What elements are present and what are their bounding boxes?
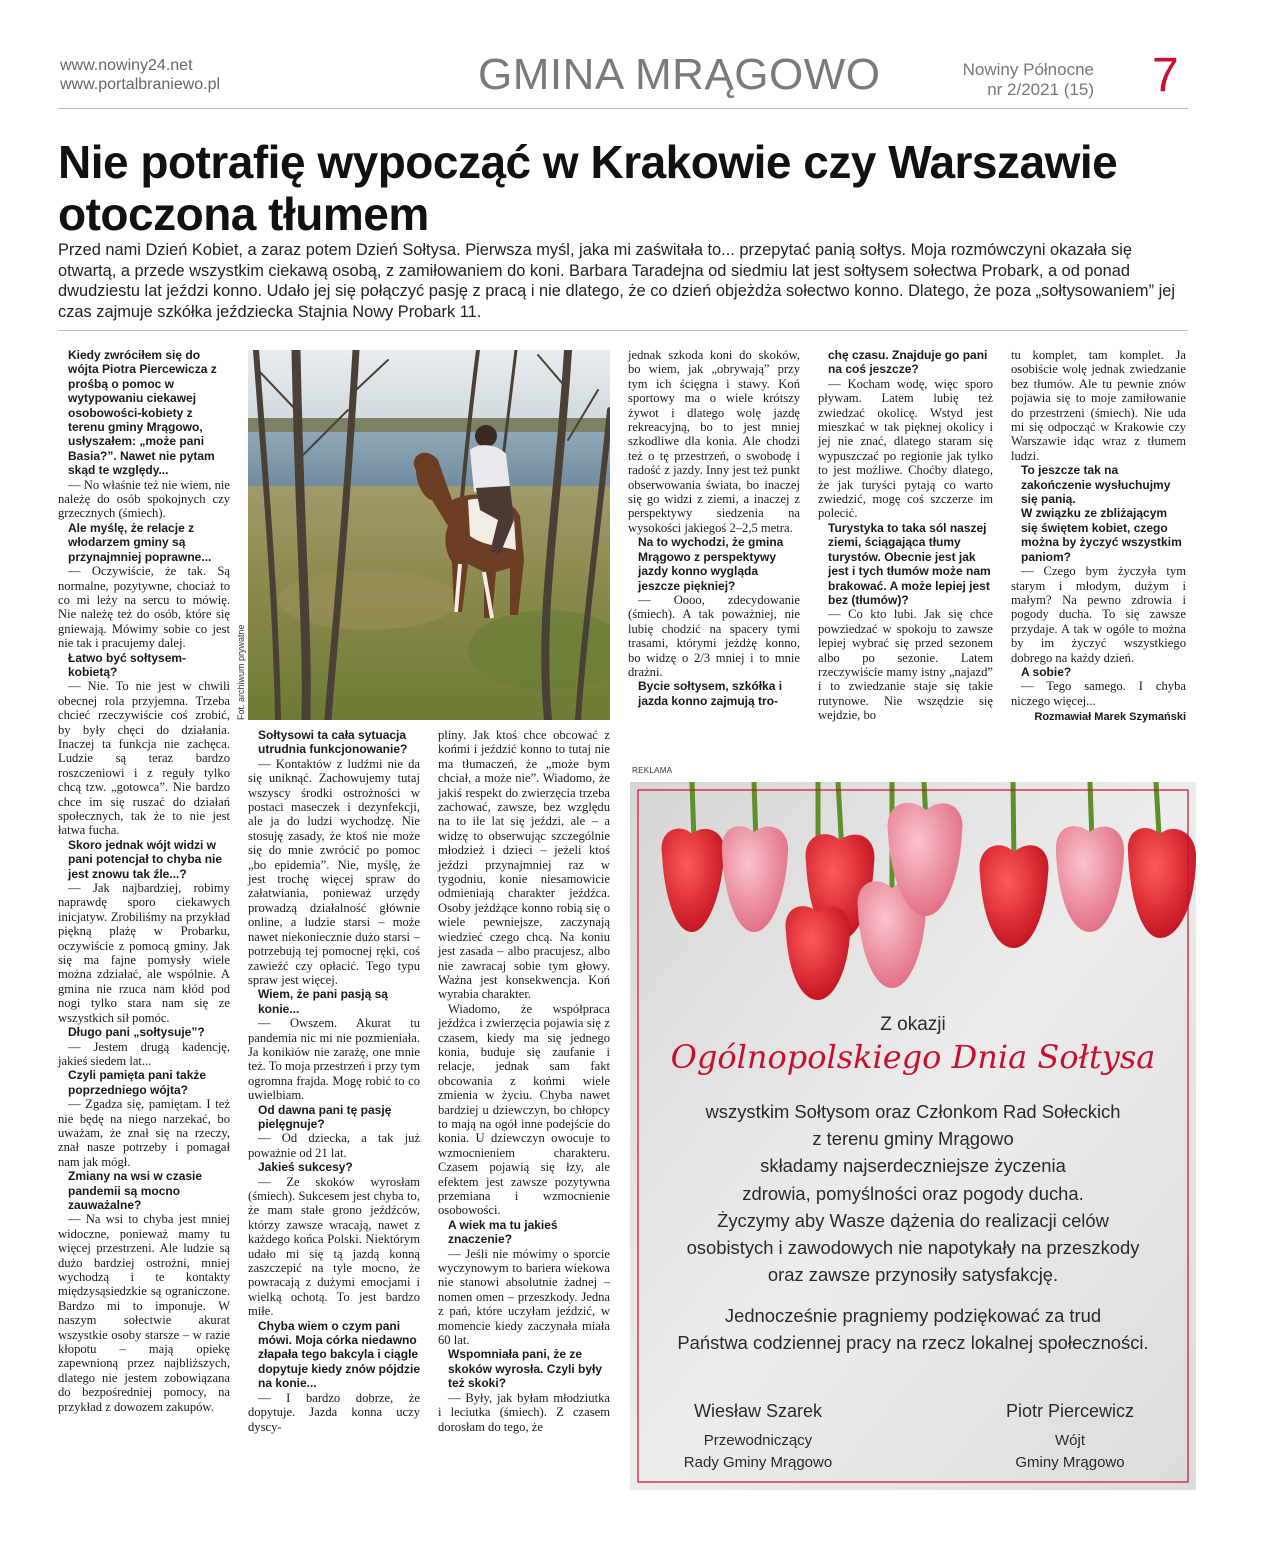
interview-answer: — Oooo, zdecydowanie (śmiech). A tak poważniej, nie lubię chodzić na spacery tymi trasami, którymi jeżdżę konno, bo widzę o 2/3 mniej i to mnie drażni. <box>628 592 800 679</box>
interview-question: Kiedy zwróciłem się do wójta Piotra Piercewicza z prośbą o pomoc w wytypowaniu ciekawej osobowości-kobiety z terenu gminy Mrągowo, usłyszałem: „może pani Basia?”. Nawet nie pytam skąd te względy... <box>68 348 217 478</box>
paper-name: Nowiny Północne <box>962 60 1094 79</box>
article-column-6 <box>1011 348 1186 725</box>
ad-body-line: oraz zawsze przynosiły satysfakcję. <box>767 1264 1059 1286</box>
interview-answer: — Jestem drugą kadencję, jakieś siedem lat... <box>58 1039 230 1068</box>
interview-answer: — Na wsi to chyba jest mniej widoczne, ponieważ mamy tu więcej przestrzeni. Ale ludzie są dużo bardziej ostrożni, mniej wychodzą i te kontakty międzysąsiedzkie są ograniczone. Bardzo mi to imponuje. W naszym sołectwie akurat wszystkie osoby starsze – w razie kłopotu – mają opiekę zapewnioną przez najbliższych, dlatego nie jestem zobowiązana do bezpośredniej pomocy, na przykład z dowozem zakupów. <box>58 1212 230 1414</box>
interview-question: Bycie sołtysem, szkółka i jazda konno zajmują tro- <box>638 679 783 708</box>
ad-body-line: osobistych i zawodowych nie napotykały na przeszkody <box>686 1237 1140 1259</box>
signer-role: Wójt <box>1055 1432 1085 1449</box>
interview-question: Zmiany na wsi w czasie pandemii są mocno zauważalne? <box>68 1169 203 1212</box>
interview-question: Turystyka to taka sól naszej ziemi, ściągająca tłumy turystów. Obecnie jest jak jest i tych tłumów może nam brakować. A może lepiej jest bez (tłumów)? <box>828 520 991 607</box>
interview-answer: — Czego bym życzyła tym starym i młodym, dużym i małym? Na pewno zdrowia i pogody ducha. To się zawsze przydaje. A tak w ogóle to można by im życzyć wszystkiego dobrego na każdy dzień. <box>1011 564 1186 665</box>
interview-answer: — No właśnie też nie wiem, nie należę do osób spokojnych czy grzecznych (śmiech). <box>58 477 230 521</box>
interview-answer: — Były, jak byłam młodziutka i leciutka (śmiech). Z czasem dorosłam do tego, że <box>438 1390 610 1434</box>
interview-question: A wiek ma tu jakieś znaczenie? <box>448 1217 558 1247</box>
interview-question: Jakieś sukcesy? <box>258 1160 353 1175</box>
ad-thanks-line: Jednocześnie pragniemy podziękować za trud <box>724 1305 1102 1326</box>
page-number: 7 <box>1152 49 1179 102</box>
article-lead: Przed nami Dzień Kobiet, a zaraz potem Dzień Sołtysa. Pierwsza myśl, jaka mi zaświtała to... przepytać panią sołtys. Moja rozmówczyni okazała się otwartą, a przede wszystkim ciekawą osobą, z zamiłowaniem do koni. Barbara Taradejna od siedmiu lat jest sołtysem sołectwa Probark, a od ponad dwudziestu lat jeździ konno. Udało jej się połączyć pasję z pracą i nie dlatego, że co dzień objeżdża sołectwo konno. Dlatego, że poza „sołtysowaniem” jej czas zajmuje szkółka jeździecka Stajnia Nowy Probark 11. <box>58 241 1175 321</box>
signer-name: Piotr Piercewicz <box>1005 1401 1135 1421</box>
ad-thanks <box>630 1302 1196 1356</box>
signer-role: Rady Gminy Mrągowo <box>683 1454 833 1471</box>
interview-question: Ale myślę, że relacje z włodarzem gminy są przynajmniej poprawne... <box>68 520 212 564</box>
headline-line-1: Nie potrafię wypocząć w Krakowie czy Warszawie <box>58 136 1118 188</box>
signer-role: Przewodniczący <box>703 1432 813 1449</box>
issue-number: nr 2/2021 (15) <box>987 80 1094 99</box>
header-rule <box>58 108 1188 109</box>
interview-answer: — Co kto lubi. Jak się chce powziedzać w spokoju to zawsze lepiej wybrać się przed sezonem albo po sezonie. Latem rzeczywiście mamy istny „najazd” i to zwiedzanie staje się takie rutynowe. Nie wszędzie się wejdzie, bo <box>818 607 993 723</box>
interview-answer: — I bardzo dobrze, że dopytuje. Jazda konna uczy dyscy- <box>248 1390 420 1434</box>
interview-question: Wiem, że pani pasją są konie... <box>258 987 388 1016</box>
interview-answer: — Jak najbardziej, robimy naprawdę sporo ciekawych inicjatyw. Zrobiliśmy na przykład piękną plażę w Probarku, oczywiście z pomocą gminy. Jak się ma fajne pomysły wiele można zdziałać, ale wspólnie. A gmina nie rzuca nam kłód pod nogi tylko stara nam się ze wszystkich sił pomóc. <box>58 881 230 1025</box>
article-column-3 <box>438 728 610 1434</box>
ad-body-line: składamy najserdeczniejsze życzenia <box>760 1155 1066 1177</box>
interview-question: A sobie? <box>1021 664 1072 679</box>
signer-role: Gminy Mrągowo <box>1015 1454 1125 1471</box>
masthead-urls <box>60 56 220 94</box>
interview-answer: — Kocham wodę, więc sporo pływam. Latem lubię też zwiedzać okolicę. Wstyd jest mieszkać w tak pięknej okolicy i jej nie znać, dlatego staram się wypuszczać po regionie jak tylko to jest możliwe. Choćby dlatego, że jak turyści pytają co warto zwiedzić, mogę coś szczerze im polecić. <box>818 376 993 521</box>
section-title: GMINA MRĄGOWO <box>478 50 881 99</box>
interview-question: W związku ze zbliżającym się świętem kobiet, czego można by życzyć wszystkim paniom? <box>1021 506 1182 564</box>
signer-name: Wiesław Szarek <box>693 1401 823 1421</box>
advertisement <box>630 782 1196 1490</box>
ad-body <box>630 1098 1196 1288</box>
interview-answer: — Owszem. Akurat tu pandemia nic mi nie pozmieniała. Ja konikiów nie zarażę, one mnie też. To moja przestrzeń i przy tym ogromna frajda. Mogę robić to co uwielbiam. <box>248 1016 420 1103</box>
lead-rule <box>58 330 1188 331</box>
interview-answer: — Kontaktów z ludźmi nie da się uniknąć. Zachowujemy tutaj wszyscy środki ostrożności w postaci maseczek i dezynfekcji, ale ja do ludzi wychodzę. Nie stosuję zasady, że ktoś nie może się do mnie zwrócić po pomoc „bo epidemia”. Nie, myślę, że jest trochę więcej spraw do załatwiania, ponieważ urzędy prowadzą działalność głównie online, a ludzie starsi – może nawet niekoniecznie dużo starsi – potrzebują tej pomocnej ręki, coś zawieźć czy opłacić. Tego typu spraw jest więcej. <box>248 756 420 987</box>
photo-credit-text: Fot. archiwum prywatne <box>236 624 246 720</box>
interview-question: Sołtysowi ta cała sytuacja utrudnia funkcjonowanie? <box>258 728 408 757</box>
ad-signer-2 <box>950 1400 1190 1474</box>
headline-line-2: otoczona tłumem <box>58 188 429 240</box>
interview-answer: tu komplet, tam komplet. Ja osobiście wolę jednak zwiedzanie bez tłumów. Ale tu pewnie znów pojawia się to moje zamiłowanie do przestrzeni (śmiech). Nie uda mi się odpocząć w Krakowie czy Warszawie idąc wraz z tłumem ludzi. <box>1011 348 1186 463</box>
ad-body-line: zdrowia, pomyślności oraz pogody ducha. <box>742 1182 1084 1204</box>
article-column-4 <box>628 348 800 708</box>
interview-question: To jeszcze tak na zakończenie wysłuchujmy się panią. <box>1021 463 1171 507</box>
ad-thanks-line: Państwa codziennej pracy na rzecz lokalnej społeczności. <box>677 1332 1149 1353</box>
interview-question: Wspomniała pani, że ze skoków wyrosła. Czyli były też skoki? <box>448 1347 603 1391</box>
url-portalbraniewo[interactable]: www.portalbraniewo.pl <box>60 76 221 93</box>
interview-question: Od dawna pani tę pasję pielęgnuje? <box>258 1102 392 1131</box>
interview-question: Chyba wiem o czym pani mówi. Moja córka niedawno złapała tego bakcyla i ciągle dopytuje kiedy znów pójdzie na konie... <box>258 1318 421 1391</box>
article-headline <box>58 136 1198 240</box>
interview-answer: — Ze skoków wyrosłam (śmiech). Sukcesem jest chyba to, że mam stałe grono jeźdźców, którzy zawsze wracają, nawet z każdego końca Polski. Niektórym udało mi się tą jazdą konną zaszczepić na tyle mocno, że powracają z dużymi emocjami i wielką ochotą. To jest bardzo miłe. <box>248 1174 420 1319</box>
ad-title: Ogólnopolskiego Dnia Sołtysa <box>670 1038 1156 1076</box>
ad-body-line: Życzymy aby Wasze dążenia do realizacji celów <box>717 1209 1109 1231</box>
interview-answer: jednak szkoda koni do skoków, bo wiem, jak „obrywają” przy tym ich ścięgna i stawy. Koń sportowy ma o wiele krótszy żywot i dlatego wolę jazdę rekreacyjną, bo to jest mniej szkodliwe dla konia. Ale chodzi też o tę przestrzeń, o swobodę i radość z jazdy. Inny jest też punkt obserwowania świata, bo inaczej się go widzi z ziemi, a inaczej z perspektywy siedzenia na wysokości jakiegoś 2–2,5 metra. <box>628 348 800 535</box>
horse-rider-photo <box>248 350 610 720</box>
article-column-5 <box>818 348 993 723</box>
interview-question: Łatwo być sołtysem-kobietą? <box>68 650 187 679</box>
article-column-2 <box>248 728 420 1434</box>
ad-body-line: wszystkim Sołtysom oraz Członkom Rad Sołeckich <box>705 1101 1121 1122</box>
photo-credit <box>236 620 250 720</box>
interview-answer: — Oczywiście, że tak. Są normalne, pozytywne, chociaż to co mi leży na sercu to mówię. Nie należę też do osób, które się gniewają. Mówimy sobie co jest nie tak i pracujemy dalej. <box>58 564 230 651</box>
interview-question: Długo pani „sołtysuje”? <box>68 1025 205 1040</box>
issue-info <box>930 60 1094 100</box>
interview-answer: pliny. Jak ktoś chce obcować z końmi i jeździć konno to tutaj nie ma tłumaczeń, że „może bym chciał, a może nie”. Wiadomo, że jakiś respekt do zwierzęcia trzeba zachować, zawsze, bez względu na to ile lat się jeździ, ale – a widzę to obserwując szczególnie młodzież i dzieci – jeżeli ktoś jeździ przynajmniej raz w tygodniu, konie niesamowicie odmieniają charakter jeźdźca. Osoby jeżdżące konno robią się o wiele pewniejsze, zaczynają wiedzieć czego chcą. Na koniu jest zasada – albo pracujesz, albo nie zawracaj sobie tym głowy. Ważna jest konsekwencja. Koń wyrabia charakter. <box>438 728 610 1002</box>
interview-answer: — Od dziecka, a tak już poważnie od 21 lat. <box>248 1131 420 1160</box>
article-photo <box>248 350 610 720</box>
interview-question: Czyli pamięta pani także poprzedniego wójta? <box>68 1068 207 1097</box>
ad-signer-1 <box>638 1400 878 1474</box>
interview-answer: — Jeśli nie mówimy o sporcie wyczynowym to bariera wiekowa nie stanowi absolutnie żadnej – nomen omen – przeszkody. Jedna z pań, które uczyłam jeździć, w momencie kiedy zaczynała miała 60 lat. <box>438 1246 610 1348</box>
interview-question: Skoro jednak wójt widzi w pani potencjał to chyba nie jest znowu tak źle...? <box>68 837 223 881</box>
interview-answer: — Tego samego. I chyba niczego więcej... <box>1011 679 1186 708</box>
advertisement-label: REKLAMA <box>632 766 673 775</box>
interview-question: Na to wychodzi, że gmina Mrągowo z perspektywy jazdy konno wygląda jeszcze piękniej? <box>638 535 784 593</box>
interview-answer: Wiadomo, że współpraca jeźdźca i zwierzęcia pojawia się z czasem, kiedy ma się jednego konia, buduje się zaufanie i relacje, jednak sam fakt obcowania z końmi wiele zmienia w życiu. Chyba nawet bardziej u dziewczyn, bo chłopcy to mają na ogół inne podejście do konia. U dziewczyn owocuje to wzmocnieniem charakteru. Czasem pojawią się łzy, ale efektem jest zawsze pozytywna przemiana i wzmocnienie osobowości. <box>438 1001 610 1218</box>
author-signature: Rozmawiał Marek Szymański <box>1034 711 1186 724</box>
ad-body-line: z terenu gminy Mrągowo <box>812 1128 1014 1150</box>
ad-intro: Z okazji <box>880 1014 946 1035</box>
interview-answer: — Nie. To nie jest w chwili obecnej rola przyjemna. Trzeba chcieć rzeczywiście coś zrobić, by były chęci do działania. Inaczej ta funkcja nie zachęca. Ludzie są teraz bardzo roszczeniowi i z reguły tylko chcą tzw. „gotowca”. Nie bardzo chce im się ruszać do działań społecznych, tak że to nie jest łatwa fucha. <box>58 679 230 838</box>
interview-question: chę czasu. Znajduje go pani na coś jeszcze? <box>828 348 988 377</box>
article-column-1 <box>58 348 230 1414</box>
interview-answer: — Zgadza się, pamiętam. I też nie będę na niego narzekać, bo uważam, że znał się na rzeczy, znał nasze potrzeby i pomagał nam jak mógł. <box>58 1097 230 1169</box>
url-nowiny24[interactable]: www.nowiny24.net <box>60 57 193 74</box>
